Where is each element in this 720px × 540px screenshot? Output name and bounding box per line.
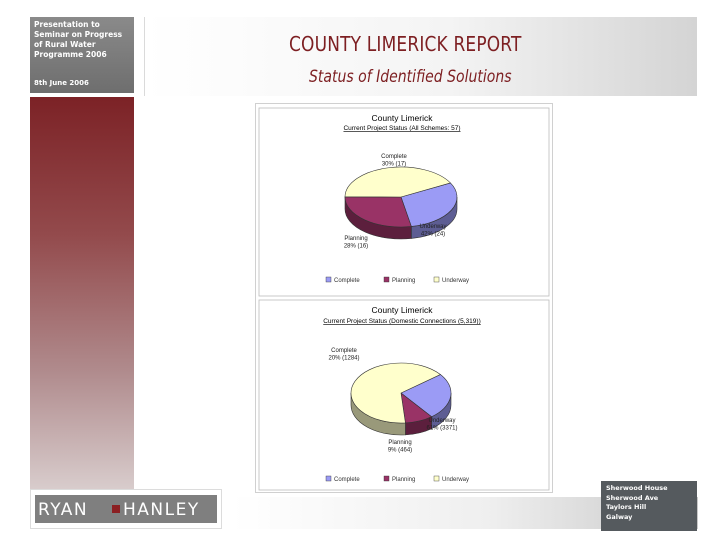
legend-swatch: [434, 476, 439, 481]
chart-area: [255, 103, 553, 493]
address-line: Sherwood Ave: [606, 493, 659, 502]
logo-text-hanley: HANLEY: [123, 500, 200, 520]
pie-data-label: Complete 30% (17): [381, 154, 407, 168]
presentation-date: 8th June 2006: [34, 79, 89, 87]
chart-1-title: County Limerick: [371, 113, 433, 123]
chart-2-subtitle: Current Project Status (Domestic Connections (5,319)): [323, 318, 481, 325]
legend-label: Complete: [334, 278, 360, 284]
address-line: Taylors Hill: [606, 503, 647, 511]
logo-plate: [35, 495, 217, 523]
legend-label: Planning: [392, 477, 416, 483]
pie-data-label: Planning 28% (16): [343, 236, 369, 250]
legend-label: Complete: [334, 477, 360, 483]
page-subtitle: Status of Identified Solutions: [309, 67, 512, 86]
chart-2-legend: [326, 476, 469, 483]
chart-1-legend: [326, 277, 469, 284]
presentation-line: Programme 2006: [34, 50, 107, 59]
page-title: COUNTY LIMERICK REPORT: [289, 32, 522, 56]
presentation-line: of Rural Water: [34, 40, 96, 49]
company-logo: [30, 489, 222, 529]
chart-2-pie: [351, 363, 451, 435]
legend-label: Underway: [442, 278, 470, 284]
legend-label: Underway: [442, 477, 470, 483]
presentation-info-box: [30, 17, 134, 93]
pie-data-label: Complete 20% (1284): [328, 348, 360, 362]
legend-swatch: [326, 476, 331, 481]
address-line: Sherwood House: [606, 484, 668, 492]
address-line: Galway: [606, 512, 633, 521]
chart-1: [259, 108, 549, 296]
legend-swatch: [434, 277, 439, 282]
legend-swatch: [326, 277, 331, 282]
pie-data-label: Underway 61% (3371): [426, 418, 458, 432]
pie-data-label: Underway 42% (24): [419, 224, 447, 238]
presentation-line: Presentation to: [34, 20, 100, 29]
chart-2: [259, 300, 549, 490]
logo-square-icon: [112, 505, 120, 513]
legend-swatch: [384, 476, 389, 481]
charts-svg: [256, 104, 552, 492]
presentation-line: Seminar on Progress: [34, 30, 123, 39]
chart-2-title: County Limerick: [371, 305, 433, 315]
legend-label: Planning: [392, 278, 416, 284]
sidebar-gradient-bar: [30, 97, 134, 489]
logo-text-ryan: RYAN: [38, 500, 89, 520]
address-box: [601, 481, 697, 531]
legend-swatch: [384, 277, 389, 282]
pie-data-label: Planning 9% (464): [387, 440, 413, 454]
chart-1-subtitle: Current Project Status (All Schemes: 57): [343, 125, 461, 132]
